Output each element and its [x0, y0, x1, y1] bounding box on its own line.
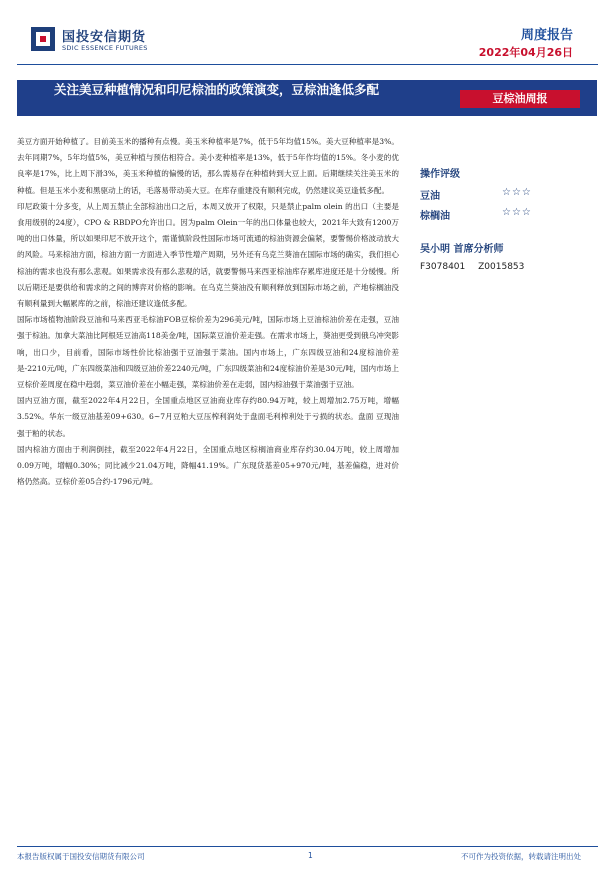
analyst-certificates — [420, 262, 534, 272]
cert-number: Z0015853 — [478, 262, 525, 272]
analyst-name: 吴小明 首席分析师 — [420, 244, 504, 255]
rating-name: 棕榈油 — [420, 211, 450, 222]
report-tag — [460, 90, 580, 108]
header-divider — [17, 64, 598, 65]
logo-en-text: SDIC ESSENCE FUTURES — [62, 44, 148, 52]
footer-divider — [17, 846, 598, 847]
body-paragraph: 国际市场植物油阶段豆油和马来西亚毛棕油FOB豆棕价差为296美元/吨，国际市场上豆油棕油价差在走强，豆油强于棕油。加拿大菜油比阿根廷豆油高118美金/吨，国际菜豆油价差走强。在需求市场上，葵油更受到俄乌冲突影响，出口少，目前看，国际市场性价比棕油强于豆油强于菜油。国内市场上，广东四级豆油和24度棕油价差是-2210元/吨，广东四级菜油和四级豆油价差2240元/吨，广东四级菜油和24度棕油价差是30元/吨，国内市场上豆棕价差周度在稳中趋弱，菜豆油价差在小幅走强，菜棕油价差在走弱，国内棕油强于菜油强于豆油。 — [17, 315, 399, 390]
logo-cn-text: 国投安信期货 — [62, 30, 147, 45]
company-logo — [30, 24, 230, 60]
disclaimer: 不可作为投资依据，转载请注明出处 — [461, 852, 581, 861]
report-body — [17, 134, 399, 490]
body-paragraph: 印尼政策十分多变，从上周五禁止全部棕油出口之后，本周又放开了权限，只是禁止palm olein 的出口（主要是食用级别的24度），CPO & RBDPO允许出口。因为palm Olein一年的出口体量也较大，2021年大致有1200万吨的出口体量，所以如果印尼不放开这个，需谨慎阶段性国际市场可流通的棕油资源会偏紧，要警惕价格波动放大的风险。马来棕油方面，棕油方面一方面进入季节性增产周期，另外还有乌克兰葵油在国际市场的确实，我们担心棕油的需求也没有那么悲观。如果需求没有那么悲观的话，就要警惕马来西亚棕油库存累库进度还是十分缓慢。所以后期还是要供给和需求的之间的博弈对价格的影响。在乌克兰葵油没有顺利释放到国际市场之前，产地棕榈油没有顺利量到大幅累库的之前，棕油还建议逢低多配。 — [17, 201, 399, 309]
body-paragraph: 国内豆油方面，截至2022年4月22日，全国重点地区豆油商业库存约80.94万吨，较上周增加2.75万吨，增幅3.52%。华东一级豆油基差09+630。6~7月豆粕大豆压榨利润处于盘面毛利榨利处于亏损的状态。盘面 豆现油强于粕的状态。 — [17, 396, 399, 438]
rating-stars-icon: ☆☆☆ — [502, 187, 532, 198]
rating-palm-oil — [420, 207, 532, 222]
report-tag-label: 豆棕油周报 — [492, 92, 548, 105]
body-paragraph: 美豆方面开始种植了。目前美玉米的播种有点慢。美玉米种植率是7%，低于5年均值15%。美大豆种植率是3%。去年同期7%，5年均值5%，美豆种植与预估相符合。美小麦种植率是13%，低于5年作均值的15%。冬小麦的优良率是17%，比上周下滑3%，美玉米种植的偏慢的话，那么需易存在种植转到大豆上面。后期继续关注美玉米的种植。但是玉米小麦和黑驱动上的话，毛落易带动美大豆。在库存重建没有顺利完成，仍然建议美豆逢低多配。 — [17, 137, 399, 195]
report-type: 周度报告 — [520, 28, 573, 43]
copyright-notice: 本报告版权属于国投安信期货有限公司 — [17, 852, 145, 861]
page-number: 1 — [308, 851, 313, 860]
report-date: 2022年04月26日 — [478, 46, 573, 59]
logo-square-icon — [30, 26, 56, 52]
rating-stars-icon: ☆☆☆ — [502, 207, 532, 218]
cert-number: F3078401 — [420, 262, 466, 272]
report-title: 关注美豆种植情况和印尼棕油的政策演变，豆棕油逢低多配 — [54, 82, 380, 97]
rating-name: 豆油 — [420, 191, 440, 202]
rating-soybean-oil — [420, 187, 532, 202]
rating-heading: 操作评级 — [420, 169, 460, 180]
body-paragraph: 国内棕油方面由于利润倒挂，截至2022年4月22日，全国重点地区棕榈油商业库存约30.04万吨，较上周增加0.09万吨，增幅0.30%；同比减少21.04万吨，降幅41.19%。广东现货基差05+970元/吨，基差偏稳，进对价格仍然高。豆棕价差05合约-1796元/吨。 — [17, 444, 399, 487]
